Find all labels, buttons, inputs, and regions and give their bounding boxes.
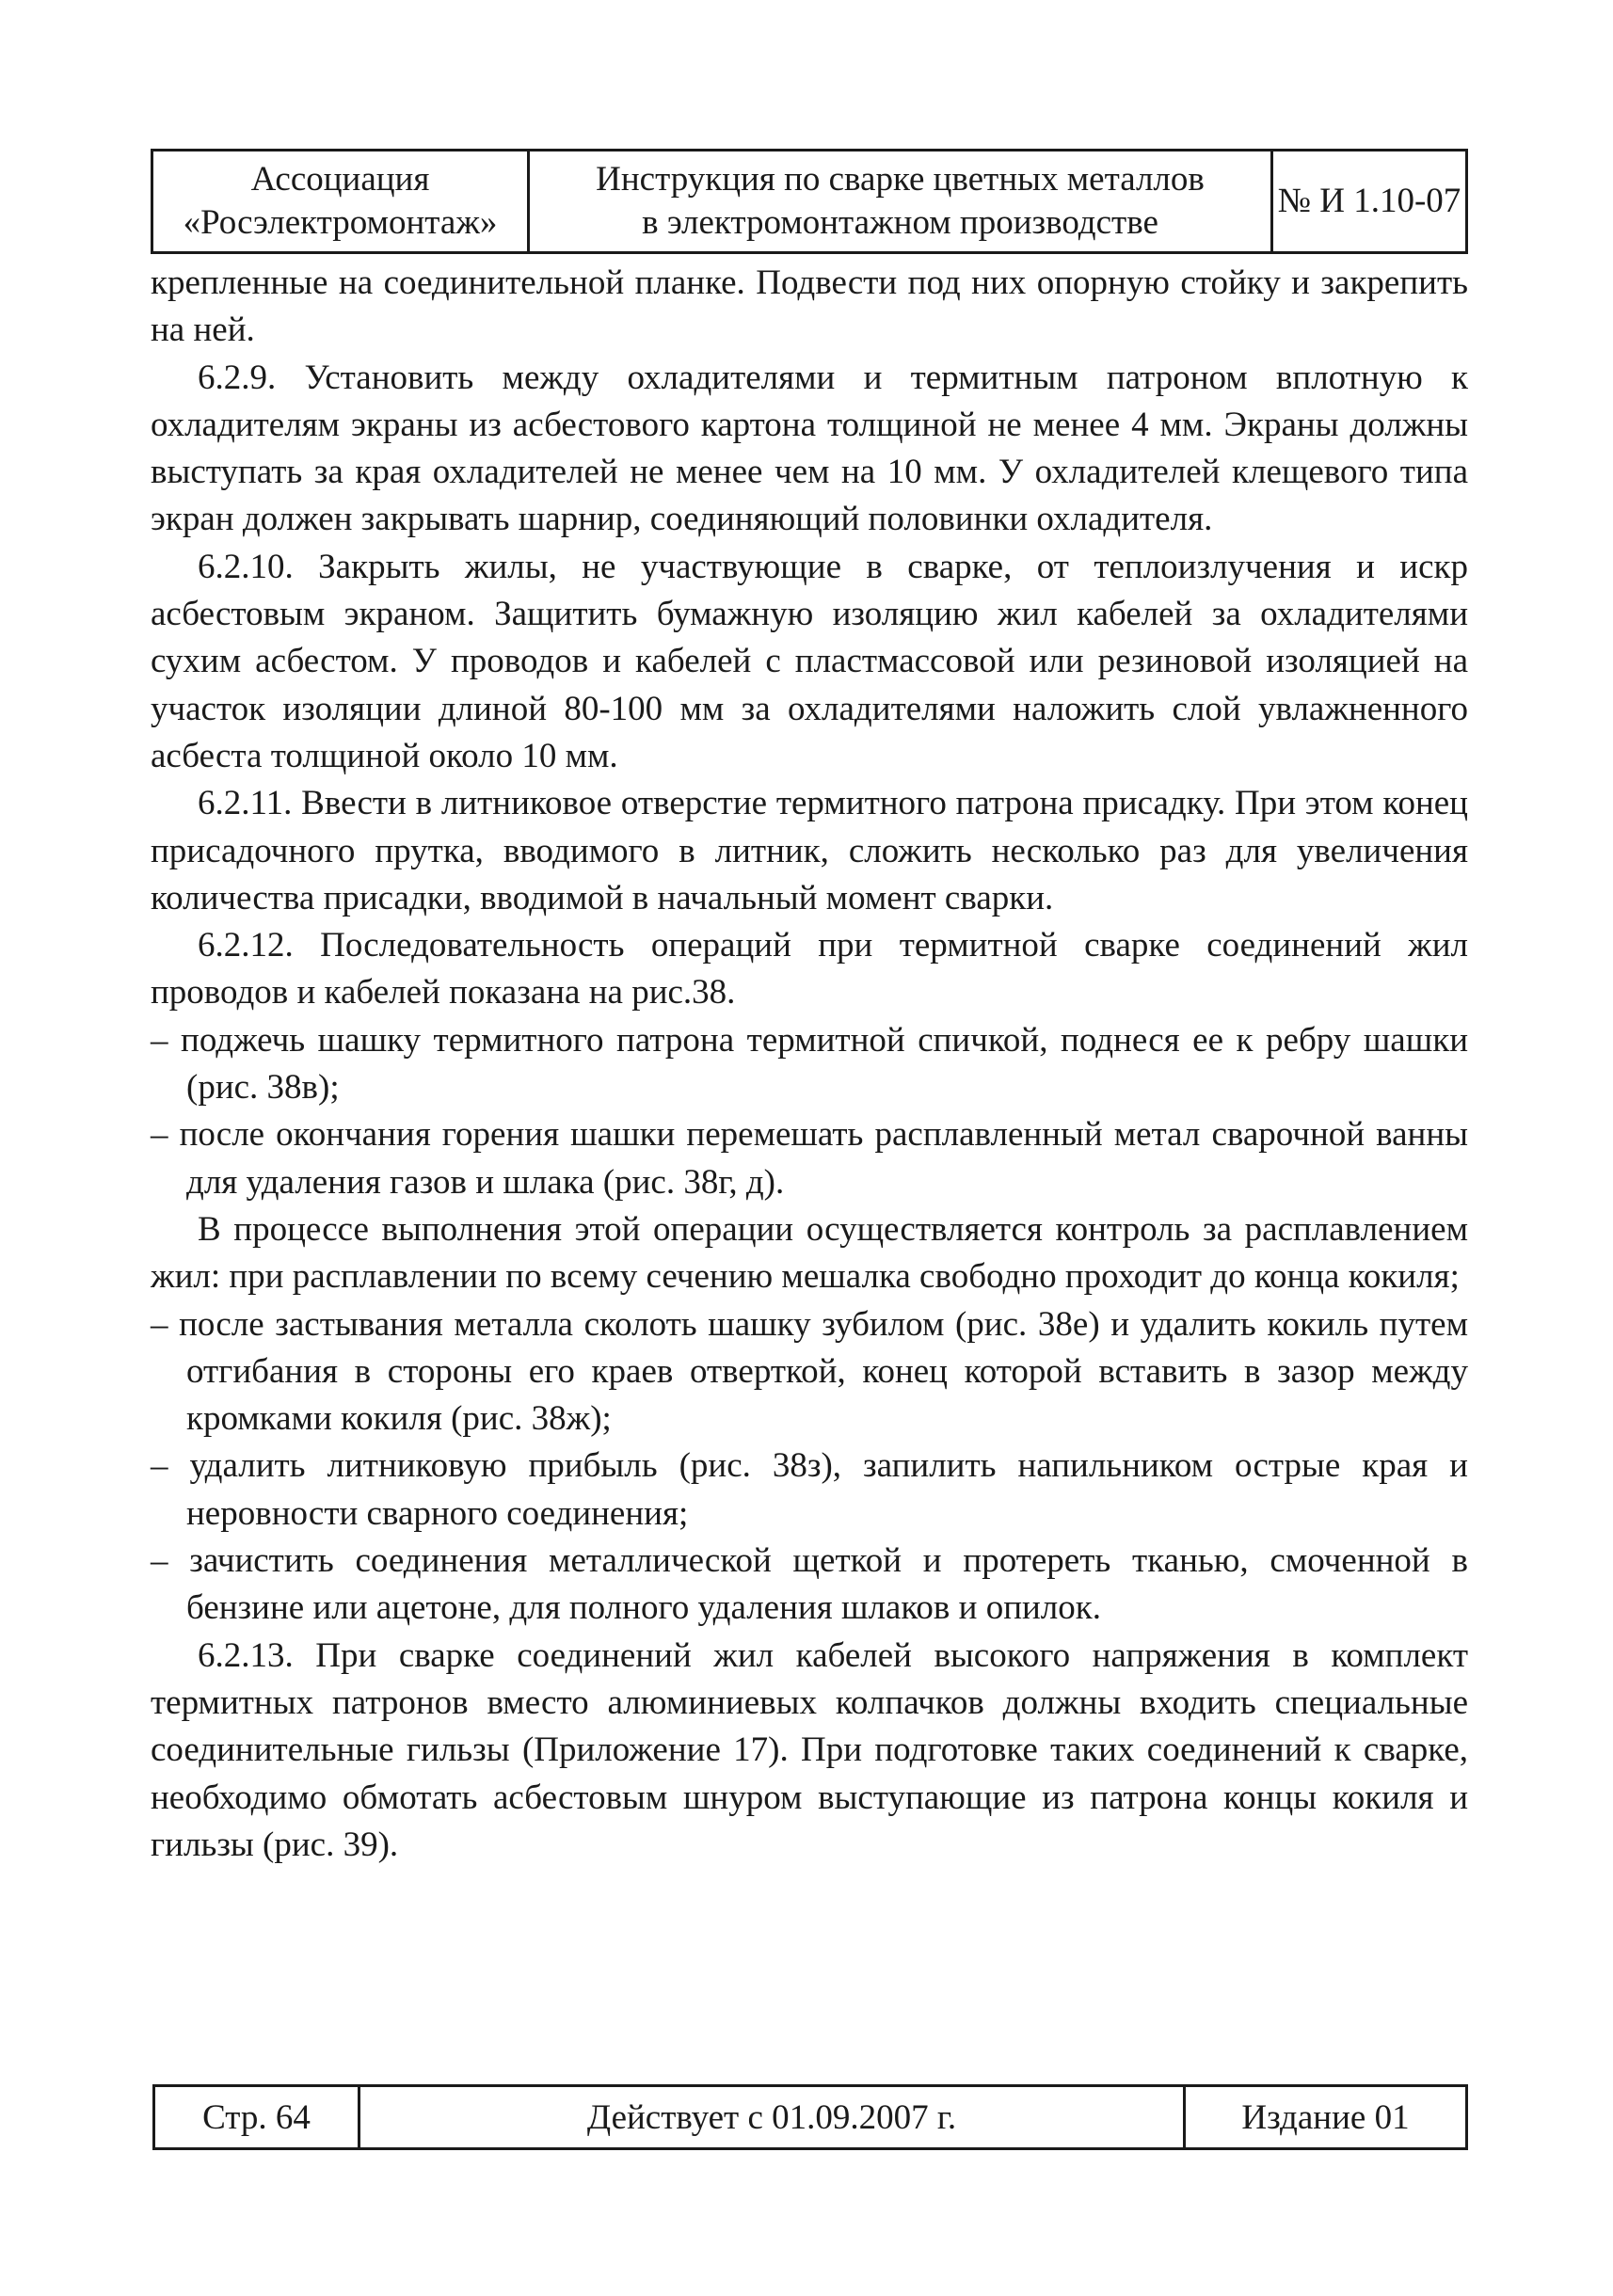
- document-title-line-1: Инструкция по сварке цветных металлов: [596, 160, 1205, 199]
- paragraph-6-2-10: 6.2.10. Закрыть жилы, не участвующие в сварке, от теплоизлучения и искр асбестовым экраном. Защитить бумажную изоляцию жил кабелей за охладителями сухим асбестом. У проводов и кабелей с пластмассовой или резиновой изоляцией на участок изоляции длиной 80-100 мм за охладителями наложить слой увлажненного асбеста толщиной около 10 мм.: [151, 547, 1468, 775]
- organization-line-2: «Росэлектромонтаж»: [183, 203, 498, 242]
- list-item: – зачистить соединения металлической щеткой и протереть тканью, смоченной в бензине или ацетоне, для полного удаления шлаков и опилок.: [151, 1541, 1468, 1628]
- paragraph-continuation: крепленные на соединительной планке. Подвести под них опорную стойку и закрепить на ней.: [151, 263, 1468, 350]
- list-item: – поджечь шашку термитного патрона термитной спичкой, поднеся ее к ребру шашки (рис. 38в);: [151, 1020, 1468, 1108]
- paragraph-6-2-11: 6.2.11. Ввести в литниковое отверстие термитного патрона присадку. При этом конец присадочного прутка, вводимого в литник, сложить несколько раз для увеличения количества присадки, вводимой в начальный момент сварки.: [151, 784, 1468, 917]
- list-item: – удалить литниковую прибыль (рис. 38з), запилить напильником острые края и неровности сварного соединения;: [151, 1446, 1468, 1533]
- document-title-line-2: в электромонтажном производстве: [642, 203, 1158, 242]
- document-header: [151, 149, 1468, 254]
- paragraph-6-2-13: 6.2.13. При сварке соединений жил кабелей высокого напряжения в комплект термитных патронов вместо алюминиевых колпачков должны входить специальные соединительные гильзы (Приложение 17). При подготовке таких соединений к сварке, необходимо обмотать асбестовым шнуром выступающие из патрона концы кокиля и гильзы (рис. 39).: [151, 1635, 1468, 1864]
- organization-line-1: Ассоциация: [250, 160, 430, 199]
- header-organization: [153, 151, 530, 251]
- document-footer: [152, 2084, 1468, 2150]
- paragraph-6-2-9: 6.2.9. Установить между охладителями и термитным патроном вплотную к охладителям экраны из асбестового картона толщиной не менее 4 мм. Экраны должны выступать за края охладителей не менее чем на 10 мм. У охладителей клещевого типа экран должен закрывать шарнир, соединяющий половинки охладителя.: [151, 358, 1468, 539]
- page-content: [151, 260, 1468, 1869]
- edition-number: Издание 01: [1241, 2097, 1410, 2137]
- list-item: – после окончания горения шашки перемешать расплавленный метал сварочной ванны для удаления газов и шлака (рис. 38г, д).: [151, 1115, 1468, 1202]
- valid-from-date: Действует с 01.09.2007 г.: [360, 2087, 1186, 2147]
- page-number: Стр. 64: [155, 2087, 360, 2147]
- paragraph-process-control: В процессе выполнения этой операции осуществляется контроль за расплавлением жил: при расплавлении по всему сечению мешалка свободно проходит до конца кокиля;: [151, 1209, 1468, 1297]
- list-item: – после застывания металла сколоть шашку зубилом (рис. 38е) и удалить кокиль путем отгибания в стороны его краев отверткой, конец которой вставить в зазор между кромками кокиля (рис. 38ж);: [151, 1304, 1468, 1439]
- header-document-title: [530, 151, 1273, 251]
- header-document-number: [1273, 151, 1465, 251]
- paragraph-6-2-12: 6.2.12. Последовательность операций при термитной сварке соединений жил проводов и кабелей показана на рис.38.: [151, 926, 1468, 1012]
- document-number: № И 1.10-07: [1277, 182, 1461, 220]
